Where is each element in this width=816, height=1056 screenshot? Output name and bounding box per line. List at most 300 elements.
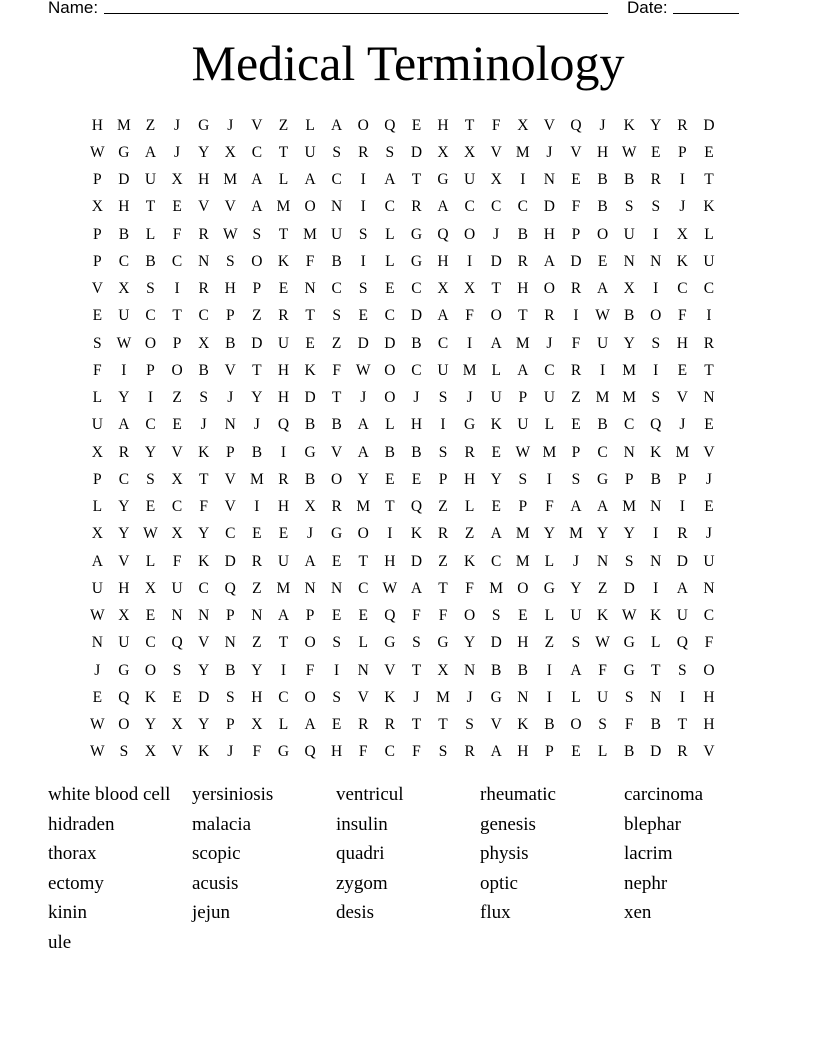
grid-letter: U [437,361,449,379]
grid-letter: L [571,688,581,706]
grid-letter: G [543,579,555,597]
grid-letter: G [623,634,635,652]
word-list-item: jejun [192,902,230,924]
grid-letter: W [89,607,105,625]
grid-letter: C [118,470,130,488]
grid-letter: U [277,334,290,352]
grid-letter: O [357,525,369,543]
grid-letter: R [437,525,449,543]
grid-letter: A [490,525,502,543]
grid-letter: C [145,634,156,652]
grid-letter: P [92,470,102,488]
grid-letter: A [437,307,449,325]
grid-letter: K [650,443,662,461]
grid-letter: E [411,116,422,134]
grid-letter: D [650,743,662,761]
grid-letter: M [675,443,690,461]
grid-letter: Q [304,743,316,761]
grid-letter: B [650,470,661,488]
grid-letter: M [595,389,610,407]
grid-letter: H [331,743,343,761]
grid-letter: D [251,334,263,352]
grid-letter: M [515,525,530,543]
grid-letter: U [596,334,609,352]
grid-letter: G [410,252,423,270]
grid-letter: D [224,552,236,570]
grid-letter: A [331,116,343,134]
word-list-item: ventricul [336,784,404,805]
grid-letter: Q [118,688,130,706]
grid-letter: P [678,143,687,161]
grid-letter: K [410,525,423,543]
grid-letter: S [651,334,661,352]
grid-letter: V [543,116,555,134]
word-list-item: rheumatic [480,784,556,805]
grid-letter: Z [252,579,262,597]
grid-letter: A [596,498,609,516]
grid-letter: P [571,443,581,461]
grid-letter: T [651,661,661,679]
grid-letter: S [465,716,474,734]
grid-letter: Q [171,634,183,652]
grid-letter: U [171,579,183,597]
grid-letter: E [385,280,395,298]
grid-letter: U [304,143,316,161]
grid-letter: M [436,688,450,706]
grid-letter: S [438,389,448,407]
grid-letter: R [278,307,289,325]
grid-letter: J [227,743,234,761]
grid-letter: E [518,607,528,625]
grid-letter: S [598,716,607,734]
grid-letter: L [544,607,555,625]
grid-letter: I [387,525,393,543]
grid-letter: F [571,198,581,216]
grid-letter: I [653,280,659,298]
grid-letter: W [595,307,610,325]
grid-letter: S [119,743,129,761]
grid-letter: U [91,579,103,597]
grid-letter: W [621,607,637,625]
grid-letter: R [677,116,688,134]
grid-letter: K [198,443,210,461]
grid-letter: L [651,634,661,652]
grid-letter: V [118,552,130,570]
grid-letter: N [517,688,529,706]
grid-letter: C [411,280,422,298]
grid-letter: N [703,389,715,407]
grid-letter: V [171,743,183,761]
grid-letter: C [358,579,369,597]
grid-letter: V [384,661,396,679]
grid-letter: O [517,579,529,597]
grid-letter: L [305,116,315,134]
grid-letter: V [490,716,502,734]
grid-letter: Y [490,470,502,488]
grid-letter: G [331,525,343,543]
grid-letter: H [384,552,396,570]
grid-letter: P [518,498,528,516]
grid-letter: Y [543,525,555,543]
grid-letter: M [462,361,477,379]
grid-letter: Z [544,634,555,652]
grid-letter: N [650,498,662,516]
grid-letter: L [92,498,103,516]
grid-letter: Y [570,579,582,597]
grid-letter: F [172,552,182,570]
grid-letter: Y [198,143,210,161]
grid-letter: J [94,661,101,679]
grid-letter: L [278,716,289,734]
grid-letter: X [171,716,183,734]
grid-letter: R [677,743,688,761]
grid-letter: T [278,143,289,161]
grid-letter: U [570,607,582,625]
grid-letter: Y [596,525,609,543]
grid-letter: C [278,688,289,706]
grid-letter: E [704,416,714,434]
grid-letter: P [225,607,235,625]
grid-letter: T [385,498,395,516]
name-blank-line[interactable] [104,13,608,14]
grid-letter: Y [357,470,369,488]
grid-letter: L [385,252,395,270]
grid-letter: E [385,470,395,488]
grid-letter: L [385,225,395,243]
grid-letter: M [356,498,371,516]
grid-letter: F [412,607,421,625]
word-list-item: yersiniosis [192,784,274,805]
word-list-item: hidraden [48,813,115,835]
grid-letter: U [490,389,502,407]
grid-letter: Z [597,579,608,597]
grid-letter: N [304,579,316,597]
grid-letter: V [251,116,263,134]
grid-letter: X [91,525,103,543]
grid-letter: V [570,143,582,161]
grid-letter: E [172,198,182,216]
grid-letter: R [118,443,130,461]
grid-letter: U [676,607,688,625]
grid-letter: H [517,634,529,652]
word-list-item: desis [336,902,374,924]
grid-letter: I [334,661,340,679]
grid-letter: T [252,361,262,379]
grid-letter: I [254,498,260,516]
grid-letter: B [145,252,156,270]
grid-letter: R [358,143,369,161]
grid-letter: F [545,498,554,516]
grid-letter: B [597,416,608,434]
grid-letter: P [172,334,182,352]
grid-letter: I [706,307,712,325]
grid-letter: E [704,143,714,161]
grid-letter: I [360,252,366,270]
grid-letter: T [464,116,475,134]
grid-letter: P [92,225,102,243]
word-list-item: malacia [192,813,252,835]
grid-letter: X [490,171,502,189]
grid-letter: U [464,171,476,189]
grid-letter: E [92,307,103,325]
date-label: Date: [627,0,668,17]
grid-letter: L [597,743,608,761]
grid-letter: X [118,280,130,298]
grid-letter: K [517,716,529,734]
grid-letter: I [440,416,446,434]
grid-letter: J [413,389,420,407]
grid-letter: U [144,171,157,189]
grid-letter: F [305,661,315,679]
grid-letter: R [677,525,688,543]
grid-letter: U [596,688,609,706]
grid-letter: W [89,143,105,161]
grid-letter: O [331,470,343,488]
grid-letter: C [118,252,130,270]
word-list-item: carcinoma [624,784,704,805]
grid-letter: C [411,361,422,379]
grid-letter: H [543,225,555,243]
page-title: Medical Terminology [191,35,625,91]
grid-letter: B [251,443,263,461]
grid-letter: Z [464,525,475,543]
grid-letter: D [543,198,555,216]
grid-letter: X [144,579,157,597]
grid-letter: N [251,607,263,625]
grid-letter: R [650,171,661,189]
grid-letter: B [384,443,395,461]
grid-letter: X [251,716,263,734]
grid-letter: Y [118,525,130,543]
grid-letter: P [678,470,687,488]
grid-letter: C [171,498,183,516]
grid-letter: M [249,470,264,488]
grid-letter: U [331,225,343,243]
grid-letter: T [704,361,714,379]
grid-letter: Q [650,416,662,434]
grid-letter: S [172,661,182,679]
grid-letter: B [650,716,661,734]
grid-letter: T [278,634,289,652]
grid-letter: K [198,552,210,570]
grid-letter: Q [384,607,396,625]
grid-letter: A [517,361,529,379]
grid-letter: S [92,334,102,352]
grid-letter: K [703,198,715,216]
grid-letter: R [570,361,582,379]
grid-letter: A [251,171,263,189]
grid-letter: I [174,280,180,298]
grid-letter: J [493,225,500,243]
grid-letter: Z [145,116,156,134]
grid-letter: N [304,280,316,298]
grid-letter: D [357,334,369,352]
grid-letter: T [438,579,448,597]
grid-letter: F [704,634,714,652]
grid-letter: K [596,607,609,625]
grid-letter: A [304,171,316,189]
grid-letter: F [412,743,421,761]
grid-letter: N [623,443,635,461]
grid-letter: C [544,361,555,379]
grid-letter: A [357,443,369,461]
grid-letter: P [92,171,102,189]
grid-letter: K [198,743,210,761]
grid-letter: J [253,416,260,434]
grid-letter: P [225,443,235,461]
grid-letter: J [705,525,712,543]
grid-letter: X [623,280,635,298]
word-list-item: physis [480,843,529,865]
grid-letter: H [198,171,210,189]
grid-letter: S [332,143,341,161]
grid-letter: T [518,307,528,325]
grid-letter: Z [438,498,448,516]
grid-letter: T [677,716,688,734]
grid-letter: R [331,498,342,516]
grid-letter: L [464,498,475,516]
grid-letter: I [653,361,659,379]
grid-letter: T [145,198,156,216]
grid-letter: D [623,579,635,597]
grid-letter: X [464,143,476,161]
grid-letter: C [464,198,475,216]
grid-letter: L [92,389,103,407]
grid-letter: O [543,280,555,298]
grid-letter: S [199,389,208,407]
grid-letter: I [467,252,473,270]
grid-letter: X [437,143,449,161]
grid-letter: M [276,579,291,597]
word-list-item: zygom [336,872,388,894]
grid-letter: T [491,280,501,298]
grid-letter: C [491,198,502,216]
grid-letter: F [624,716,634,734]
grid-letter: W [595,634,610,652]
grid-letter: H [277,498,290,516]
grid-letter: B [411,443,422,461]
grid-letter: V [703,443,715,461]
grid-letter: V [198,634,210,652]
grid-letter: E [571,171,581,189]
grid-letter: S [518,470,528,488]
grid-letter: W [355,361,371,379]
grid-letter: G [596,470,609,488]
grid-letter: T [411,661,422,679]
grid-letter: P [571,225,581,243]
grid-letter: H [464,470,476,488]
grid-letter: Z [172,389,182,407]
grid-letter: G [384,634,396,652]
grid-letter: A [437,198,449,216]
grid-letter: H [703,716,715,734]
grid-letter: V [676,389,688,407]
grid-letter: N [650,252,662,270]
grid-letter: S [651,389,661,407]
grid-letter: A [144,143,157,161]
grid-letter: S [252,225,262,243]
grid-letter: I [360,198,366,216]
word-list-item: white blood cell [48,784,171,805]
grid-letter: E [172,688,182,706]
grid-letter: B [304,416,316,434]
grid-letter: H [91,116,103,134]
grid-letter: G [410,225,423,243]
grid-letter: U [91,416,103,434]
grid-letter: B [517,661,528,679]
grid-letter: K [304,361,316,379]
grid-letter: Q [384,116,396,134]
grid-letter: T [278,225,289,243]
grid-letter: J [679,198,686,216]
grid-letter: R [411,198,422,216]
grid-letter: S [225,688,235,706]
grid-letter: H [277,361,290,379]
grid-letter: O [171,361,183,379]
grid-letter: Y [144,716,157,734]
grid-letter: X [437,280,449,298]
grid-letter: X [91,198,103,216]
grid-letter: Q [437,225,449,243]
grid-letter: O [596,225,609,243]
grid-letter: Z [278,116,289,134]
grid-letter: E [704,498,714,516]
grid-letter: Y [650,116,662,134]
grid-letter: Z [571,389,581,407]
grid-letter: I [573,307,579,325]
word-list-item: kinin [48,902,88,924]
grid-letter: F [438,607,448,625]
grid-letter: C [198,579,209,597]
grid-letter: C [677,280,688,298]
grid-letter: N [543,171,555,189]
date-blank-line[interactable] [673,13,739,14]
grid-letter: I [679,171,685,189]
grid-letter: H [224,280,236,298]
grid-letter: L [145,552,156,570]
worksheet-header [48,0,748,20]
grid-letter: E [145,607,156,625]
grid-letter: P [545,743,554,761]
grid-letter: I [546,661,552,679]
grid-letter: S [571,634,581,652]
grid-letter: Z [252,634,262,652]
grid-letter: N [171,607,183,625]
grid-letter: N [198,607,210,625]
grid-letter: V [357,688,369,706]
grid-letter: N [331,579,343,597]
grid-letter: F [598,661,607,679]
grid-letter: O [490,307,502,325]
word-list-item: genesis [480,813,536,835]
grid-letter: I [147,389,154,407]
grid-letter: I [467,334,473,352]
grid-letter: H [517,743,529,761]
grid-letter: E [358,607,368,625]
grid-letter: O [144,334,157,352]
grid-letter: R [384,716,395,734]
grid-letter: W [143,525,158,543]
grid-letter: R [703,334,715,352]
grid-letter: C [491,552,502,570]
grid-letter: J [599,116,606,134]
grid-letter: U [543,389,555,407]
grid-letter: D [490,252,502,270]
grid-letter: W [382,579,398,597]
grid-letter: J [546,143,553,161]
grid-letter: L [145,225,156,243]
grid-letter: S [146,280,155,298]
